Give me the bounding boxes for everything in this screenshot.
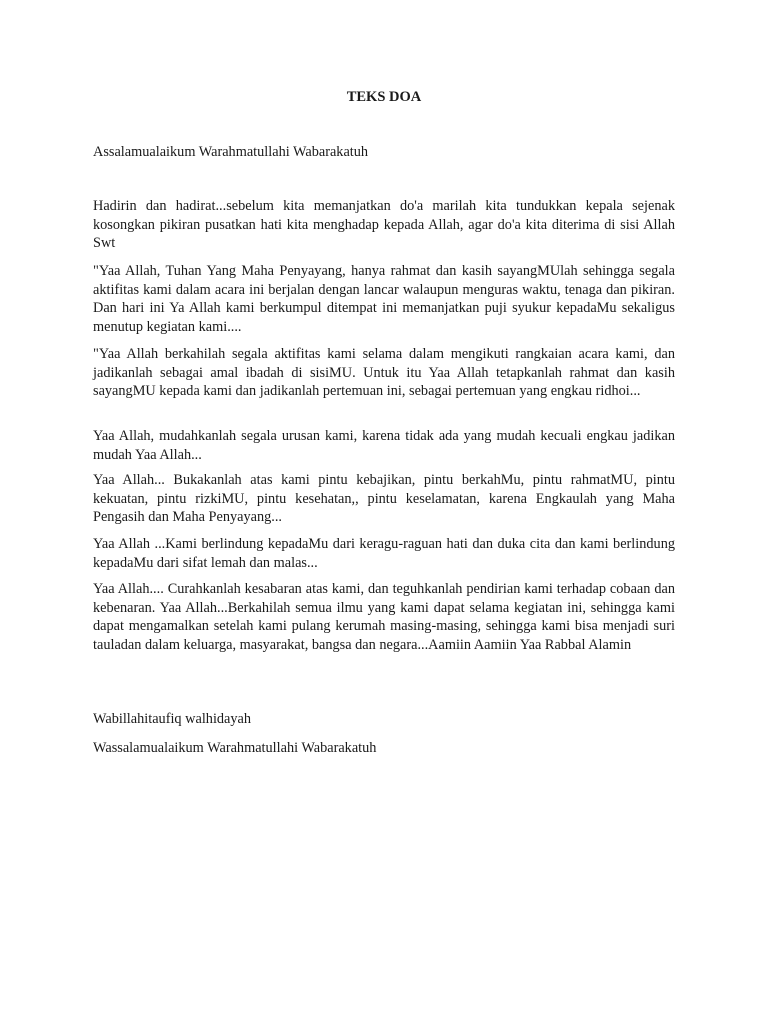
paragraph-blessing: "Yaa Allah berkahilah segala aktifitas kami selama dalam mengikuti rangkaian acara kami, dan jadikanlah sebagai amal ibadah di sisiMU. Untuk itu Yaa Allah tetapkanlah rahmat dan kasih sayangMU kepada kami dan jadikanlah pertemuan ini, sebagai pertemuan yang engkau ridhoi... — [93, 346, 675, 400]
paragraph-doors: Yaa Allah... Bukakanlah atas kami pintu kebajikan, pintu berkahMu, pintu rahmatMU, pintu kekuatan, pintu rizkiMU, pintu kesehatan,, pintu keselamatan, karena Engkaulah yang Maha Pengasih dan Maha Penyayang... — [93, 472, 675, 526]
document-title: TEKS DOA — [346, 89, 422, 105]
farewell-greeting: Wassalamualaikum Warahmatullahi Wabarakatuh — [93, 740, 377, 756]
paragraph-patience: Yaa Allah.... Curahkanlah kesabaran atas kami, dan teguhkanlah pendirian kami terhadap cobaan dan kebenaran. Yaa Allah...Berkahilah semua ilmu yang kami dapat selama kegiatan ini, sehingga kami dapat mengamalkan setelah kami pulang kerumah masing-masing, sehingga kami bisa menjadi suri tauladan dalam keluarga, masyarakat, bangsa dan negara...Aamiin Aamiin Yaa Rabbal Alamin — [93, 581, 675, 653]
paragraph-intro: Hadirin dan hadirat...sebelum kita memanjatkan do'a marilah kita tundukkan kepala sejenak kosongkan pikiran pusatkan hati kita menghadap kepada Allah, agar do'a kita diterima di sisi Allah Swt — [93, 198, 675, 252]
closing-line: Wabillahitaufiq walhidayah — [93, 711, 252, 727]
paragraph-refuge: Yaa Allah ...Kami berlindung kepadaMu dari keragu-raguan hati dan duka cita dan kami berlindung kepadaMu dari sifat lemah dan malas... — [93, 536, 675, 571]
document-page — [93, 0, 675, 1024]
paragraph-gratitude: "Yaa Allah, Tuhan Yang Maha Penyayang, hanya rahmat dan kasih sayangMUlah sehingga segala aktifitas kami dalam acara ini berjalan dengan lancar walaupun menguras waktu, tenaga dan pikiran. Dan hari ini Ya Allah kami berkumpul ditempat ini memanjatkan puji syukur kepadaMu sekaligus menutup kegiatan kami.... — [93, 263, 675, 335]
paragraph-ease: Yaa Allah, mudahkanlah segala urusan kami, karena tidak ada yang mudah kecuali engkau jadikan mudah Yaa Allah... — [93, 428, 675, 463]
opening-greeting: Assalamualaikum Warahmatullahi Wabarakatuh — [93, 144, 369, 160]
